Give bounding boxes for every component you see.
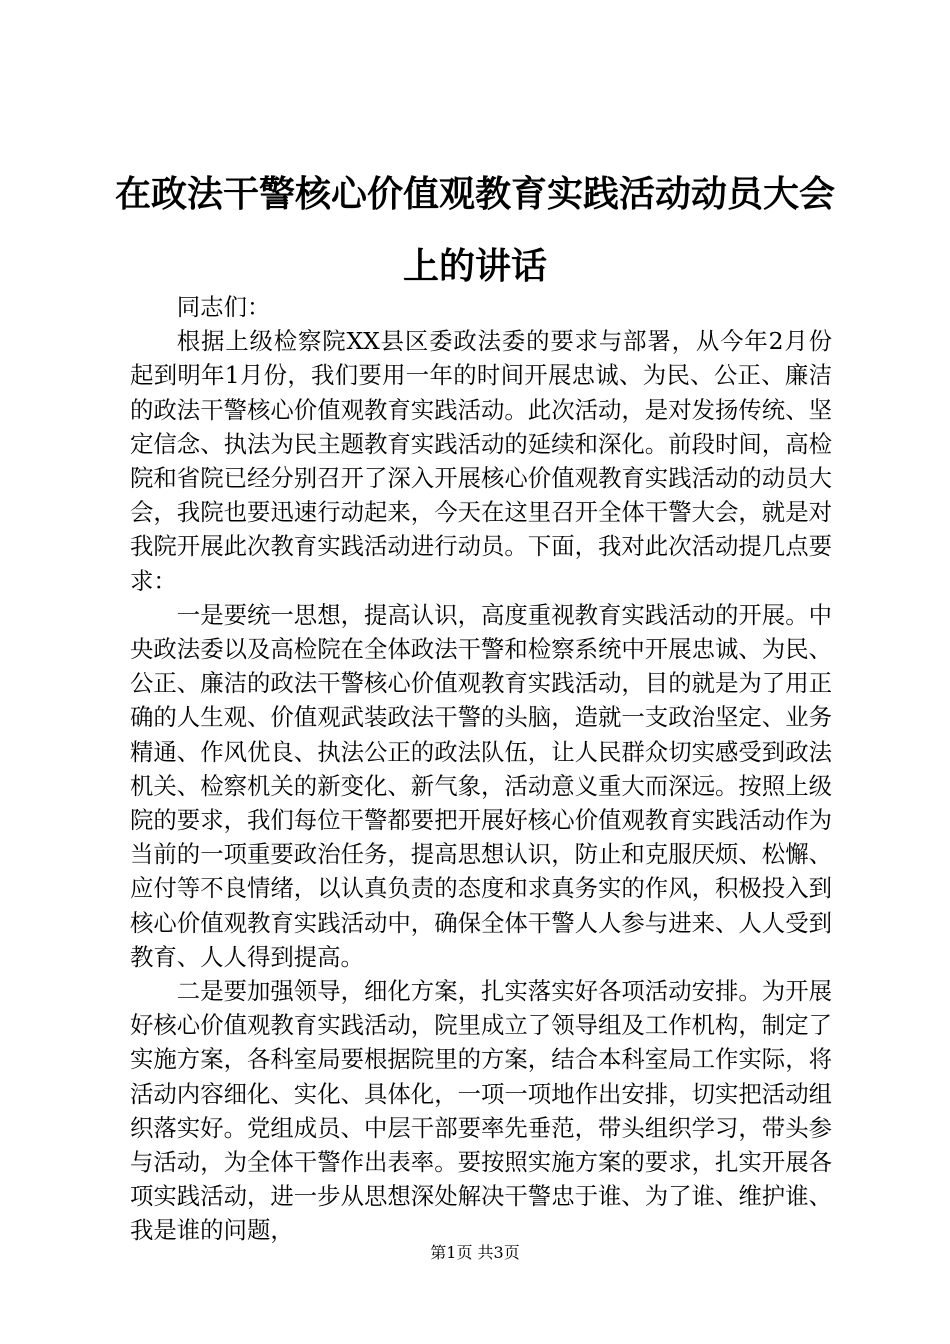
document-body (130, 290, 832, 1248)
document-title: 在政法干警核心价值观教育实践活动动员大会上的讲话 (114, 173, 835, 287)
point-one-paragraph: 一是要统一思想，提高认识，高度重视教育实践活动的开展。中央政法委以及高检院在全体政法干警和检察系统中开展忠诚、为民、公正、廉洁的政法干警核心价值观教育实践活动，目的就是为了用正确的人生观、价值观武装政法干警的头脑，造就一支政治坚定、业务精通、作风优良、执法公正的政法队伍，让人民群众切实感受到政法机关、检察机关的新变化、新气象，活动意义重大而深远。按照上级院的要求，我们每位干警都要把开展好核心价值观教育实践活动作为当前的一项重要政治任务，提高思想认识，防止和克服厌烦、松懈、应付等不良情绪，以认真负责的态度和求真务实的作风，积极投入到核心价值观教育实践活动中，确保全体干警人人参与进来、人人受到教育、人人得到提高。 (130, 600, 832, 971)
salutation-paragraph: 同志们： (176, 293, 271, 321)
page-footer: 第1页 共3页 (430, 1243, 520, 1262)
point-two-paragraph: 二是要加强领导，细化方案，扎实落实好各项活动安排。为开展好核心价值观教育实践活动，院里成立了领导组及工作机构，制定了实施方案，各科室局要根据院里的方案，结合本科室局工作实际，将活动内容细化、实化、具体化，一项一项地作出安排，切实把活动组织落实好。党组成员、中层干部要率先垂范，带头组织学习，带头参与活动，为全体干警作出表率。要按照实施方案的要求，扎实开展各项实践活动，进一步从思想深处解决干警忠于谁、为了谁、维护谁、我是谁的问题， (130, 977, 832, 1245)
intro-paragraph: 根据上级检察院XX县区委政法委的要求与部署，从今年2月份起到明年1月份，我们要用一年的时间开展忠诚、为民、公正、廉洁的政法干警核心价值观教育实践活动。此次活动，是对发扬传统、坚定信念、执法为民主题教育实践活动的延续和深化。前段时间，高检院和省院已经分别召开了深入开展核心价值观教育实践活动的动员大会，我院也要迅速行动起来，今天在这里召开全体干警大会，就是对我院开展此次教育实践活动进行动员。下面，我对此次活动提几点要求： (130, 327, 832, 595)
